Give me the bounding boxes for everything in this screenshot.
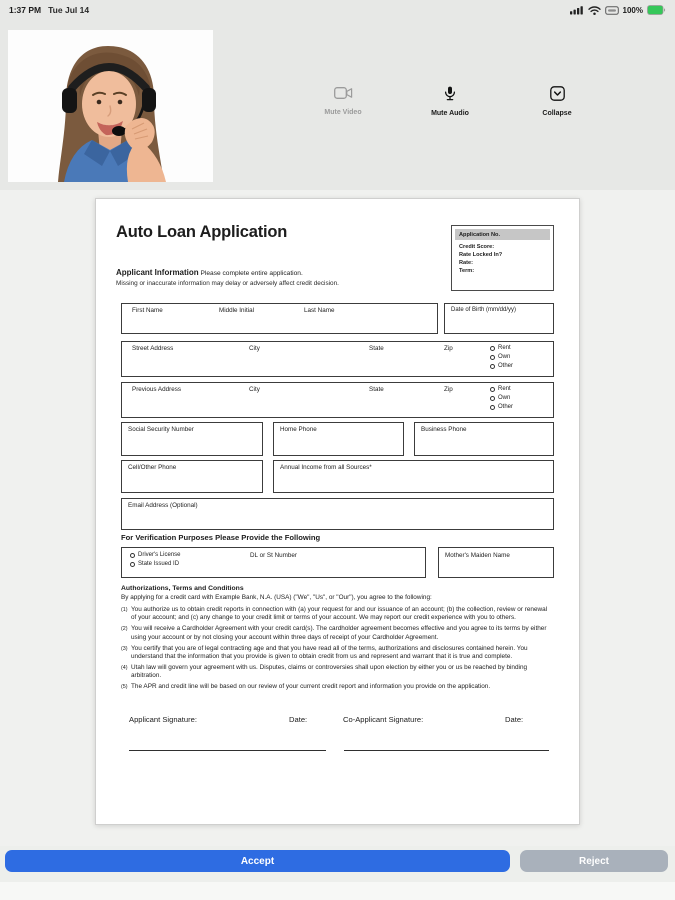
city-label: City	[249, 386, 260, 393]
verification-heading: For Verification Purposes Please Provide the Following	[121, 533, 321, 542]
clock-date: Tue Jul 14	[48, 5, 90, 15]
dob-label: Date of Birth (mm/dd/yy)	[451, 307, 517, 313]
collapse-label: Collapse	[542, 110, 572, 117]
home-indicator-area	[0, 882, 675, 900]
applicant-signature-line[interactable]	[129, 750, 326, 751]
video-call-bar	[0, 20, 675, 190]
microphone-icon	[443, 86, 457, 106]
email-field[interactable]	[121, 498, 554, 530]
date-label: Date:	[289, 715, 308, 724]
own-radio[interactable]	[490, 396, 495, 401]
applicant-signature-label: Applicant Signature:	[129, 715, 197, 724]
state-id-radio[interactable]	[130, 562, 135, 567]
last-name-label: Last Name	[304, 307, 335, 314]
reject-button[interactable]: Reject	[520, 850, 668, 872]
co-applicant-signature-line[interactable]	[344, 750, 549, 751]
rent-radio[interactable]	[490, 387, 495, 392]
rate-locked-label: Rate Locked In?	[459, 252, 503, 258]
collapse-button[interactable]	[517, 86, 597, 117]
terms-heading: Authorizations, Terms and Conditions	[121, 585, 244, 592]
state-label: State	[369, 386, 384, 393]
email-label: Email Address (Optional)	[128, 502, 198, 509]
middle-initial-label: Middle Initial	[219, 307, 254, 314]
previous-address-label: Previous Address	[132, 386, 182, 393]
home-phone-label: Home Phone	[280, 426, 317, 433]
annual-income-label: Annual Income from all Sources*	[280, 464, 372, 471]
verification-field[interactable]	[121, 547, 426, 578]
mute-video-label: Mute Video	[324, 109, 362, 116]
mute-audio-button[interactable]	[410, 86, 490, 117]
terms-list	[121, 606, 554, 694]
collapse-chevron-icon	[550, 86, 565, 106]
cell-phone-field[interactable]	[121, 460, 263, 493]
maiden-name-field[interactable]	[438, 547, 554, 578]
battery-icon	[647, 5, 666, 15]
home-phone-field[interactable]	[273, 422, 404, 456]
term-item: (2) You will receive a Cardholder Agreement with your credit card(s). The cardholder agreement becomes effective and you agree to its terms by either using your account or by not closing your account within three days of receipt of your Cardholder Agreement.	[121, 625, 547, 641]
mute-audio-label: Mute Audio	[431, 110, 469, 117]
term-label: Term:	[459, 268, 475, 274]
business-phone-label: Business Phone	[421, 426, 467, 433]
agent-video-thumbnail[interactable]	[8, 30, 213, 182]
street-address-field[interactable]	[121, 341, 554, 377]
id-type-radio-group: Driver's License State Issued ID	[130, 552, 181, 567]
dl-number-label: DL or St Number	[250, 552, 298, 559]
loan-application-page	[95, 198, 580, 825]
term-item: (1) You authorize us to obtain credit reports in connection with (a) your request for and our issuance of an account; (b) the collection, review or renewal of your account; and (c) any change to your credit limit or terms of your account. We may report our credit experience with you to others.	[121, 606, 548, 622]
ssn-field[interactable]	[121, 422, 263, 456]
agent-portrait-illustration	[8, 30, 213, 182]
term-item: (4) Utah law will govern your agreement with us. Disputes, claims or controversies shall upon election by either you or us be reached by binding arbitration.	[121, 663, 528, 680]
state-label: State	[369, 345, 384, 352]
cell-phone-label: Cell/Other Phone	[128, 464, 177, 471]
battery-percent: 100%	[622, 5, 643, 15]
prev-residence-radio-group: Rent Own Other	[490, 386, 513, 410]
status-bar	[0, 0, 675, 20]
application-info-box	[451, 225, 554, 291]
accept-button[interactable]: Accept	[5, 850, 510, 872]
document-title: Auto Loan Application	[116, 223, 288, 241]
application-no-label: Application No.	[455, 229, 550, 240]
name-field[interactable]	[121, 303, 438, 334]
term-item: (3) You certify that you are of legal contracting age and that you have read all of the terms, authorizations and disclosures contained herein. You understand that the information that you provide is given to obtain credit from us and represent and warrant that it is true and complete.	[121, 644, 528, 661]
mute-video-button[interactable]	[303, 86, 383, 116]
document-viewer	[0, 190, 675, 846]
wifi-icon	[588, 5, 601, 15]
term-item: (5) The APR and credit line will be based on our review of your current credit report and information you provide on the application.	[121, 683, 491, 691]
action-bar	[0, 846, 675, 900]
applicant-information-heading: Applicant Information Please complete entire application.	[116, 268, 303, 277]
drivers-license-radio[interactable]	[130, 553, 135, 558]
vpn-badge-icon	[605, 6, 619, 15]
business-phone-field[interactable]	[414, 422, 554, 456]
rent-radio[interactable]	[490, 346, 495, 351]
co-applicant-signature-label: Co-Applicant Signature:	[343, 715, 424, 724]
rate-label: Rate:	[459, 260, 473, 266]
ssn-label: Social Security Number	[128, 426, 194, 433]
annual-income-field[interactable]	[273, 460, 554, 493]
own-radio[interactable]	[490, 355, 495, 360]
zip-label: Zip	[444, 386, 453, 393]
zip-label: Zip	[444, 345, 453, 352]
residence-radio-group: Rent Own Other	[490, 345, 513, 369]
video-camera-icon	[334, 86, 353, 105]
clock-time: 1:37 PM	[9, 5, 42, 15]
other-radio[interactable]	[490, 364, 495, 369]
credit-score-label: Credit Score:	[459, 244, 495, 250]
date-label: Date:	[505, 715, 524, 724]
city-label: City	[249, 345, 260, 352]
terms-intro: By applying for a credit card with Example Bank, N.A. (USA) ("We", "Us", or "Our"), you agree to the following:	[121, 594, 432, 601]
first-name-label: First Name	[132, 307, 163, 314]
previous-address-field[interactable]	[121, 382, 554, 418]
other-radio[interactable]	[490, 405, 495, 410]
dob-field[interactable]	[444, 303, 554, 334]
cellular-signal-icon	[570, 5, 584, 15]
street-address-label: Street Address	[132, 345, 174, 352]
maiden-name-label: Mother's Maiden Name	[445, 552, 510, 559]
applicant-information-subnote: Missing or inaccurate information may delay or adversely affect credit decision.	[116, 280, 339, 287]
